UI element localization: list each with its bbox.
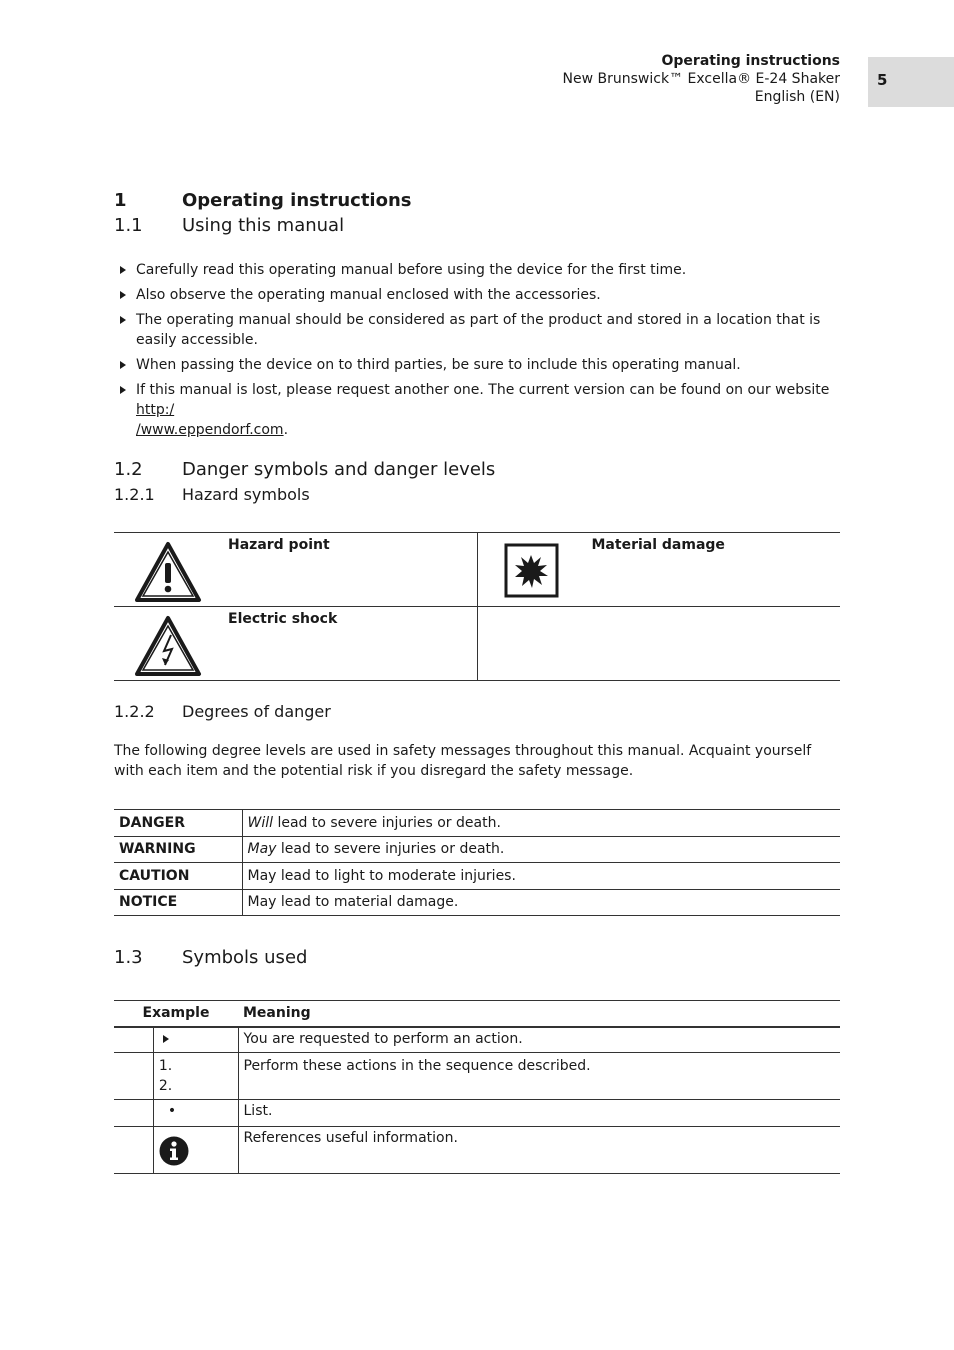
section-heading-1-2-1: 1.2.1 Hazard symbols [114,485,310,504]
electric-shock-cell [114,607,477,681]
section-heading-1-2-2: 1.2.2 Degrees of danger [114,702,331,721]
table-row [114,863,840,890]
table-row: You are requested to perform an action. [114,1027,840,1053]
section-heading-1-1: 1.1 Using this manual [114,215,345,236]
action-arrow-icon [120,266,126,274]
section-heading-1-2: 1.2 Danger symbols and danger levels [114,459,496,480]
header-product: New Brunswick™ Excella® E-24 Shaker [562,71,840,87]
list-item: Carefully read this operating manual before using the device for the first time. [114,260,844,280]
list-item: The operating manual should be considered as part of the product and stored in a location that is easily accessible. [114,310,844,350]
material-damage-label: Material damage [591,537,725,553]
meaning-column-header: Meaning [238,1001,840,1027]
table-row: • List. [114,1100,840,1127]
table-row [114,836,840,863]
header-title: Operating instructions [661,53,840,69]
symbols-used-table [114,1000,840,1174]
list-item: Also observe the operating manual enclosed with the accessories. [114,285,844,305]
notice-term: NOTICE [114,889,242,916]
list-item: If this manual is lost, please request another one. The current version can be found on our website http:/ /www.eppendorf.com. [114,380,844,440]
caution-term: CAUTION [114,863,242,890]
hazard-point-label: Hazard point [228,537,330,553]
info-icon [159,1136,189,1170]
electric-shock-icon [134,615,202,681]
degrees-intro-paragraph: The following degree levels are used in safety messages throughout this manual. Acquaint yourself with each item and the potential risk if you disregard the safety message. [114,743,812,779]
material-damage-icon [504,543,560,603]
running-header [563,52,840,106]
notice-description: May lead to material damage. [242,889,840,916]
caution-description: May lead to light to moderate injuries. [242,863,840,890]
page-number: 5 [868,57,954,107]
example-column-header: Example [114,1001,238,1027]
warning-description: May lead to severe injuries or death. [242,836,840,863]
table-row [114,889,840,916]
action-arrow-icon [163,1035,169,1043]
action-arrow-icon [120,316,126,324]
table-row [114,810,840,837]
header-language: English (EN) [754,89,840,105]
warning-triangle-icon [134,541,202,607]
table-row: 1. 2. Perform these actions in the sequence described. [114,1053,840,1100]
danger-levels-table [114,809,840,916]
hazard-symbols-table [114,532,840,681]
table-header-row [114,1001,840,1027]
section-heading-1: 1 Operating instructions [114,190,412,211]
section-heading-1-3: 1.3 Symbols used [114,947,308,968]
action-arrow-icon [120,386,126,394]
hazard-point-cell [114,533,477,607]
empty-cell [477,607,840,681]
list-item: When passing the device on to third parties, be sure to include this operating manual. [114,355,844,375]
action-arrow-icon [120,361,126,369]
warning-term: WARNING [114,836,242,863]
table-row: References useful information. [114,1127,840,1174]
instruction-list [114,260,844,445]
electric-shock-label: Electric shock [228,611,338,627]
website-link[interactable]: http:/ /www.eppendorf.com [136,402,284,438]
material-damage-cell [477,533,840,607]
danger-term: DANGER [114,810,242,837]
action-arrow-icon [120,291,126,299]
danger-description: Will lead to severe injuries or death. [242,810,840,837]
bullet-symbol: • [167,1103,177,1119]
